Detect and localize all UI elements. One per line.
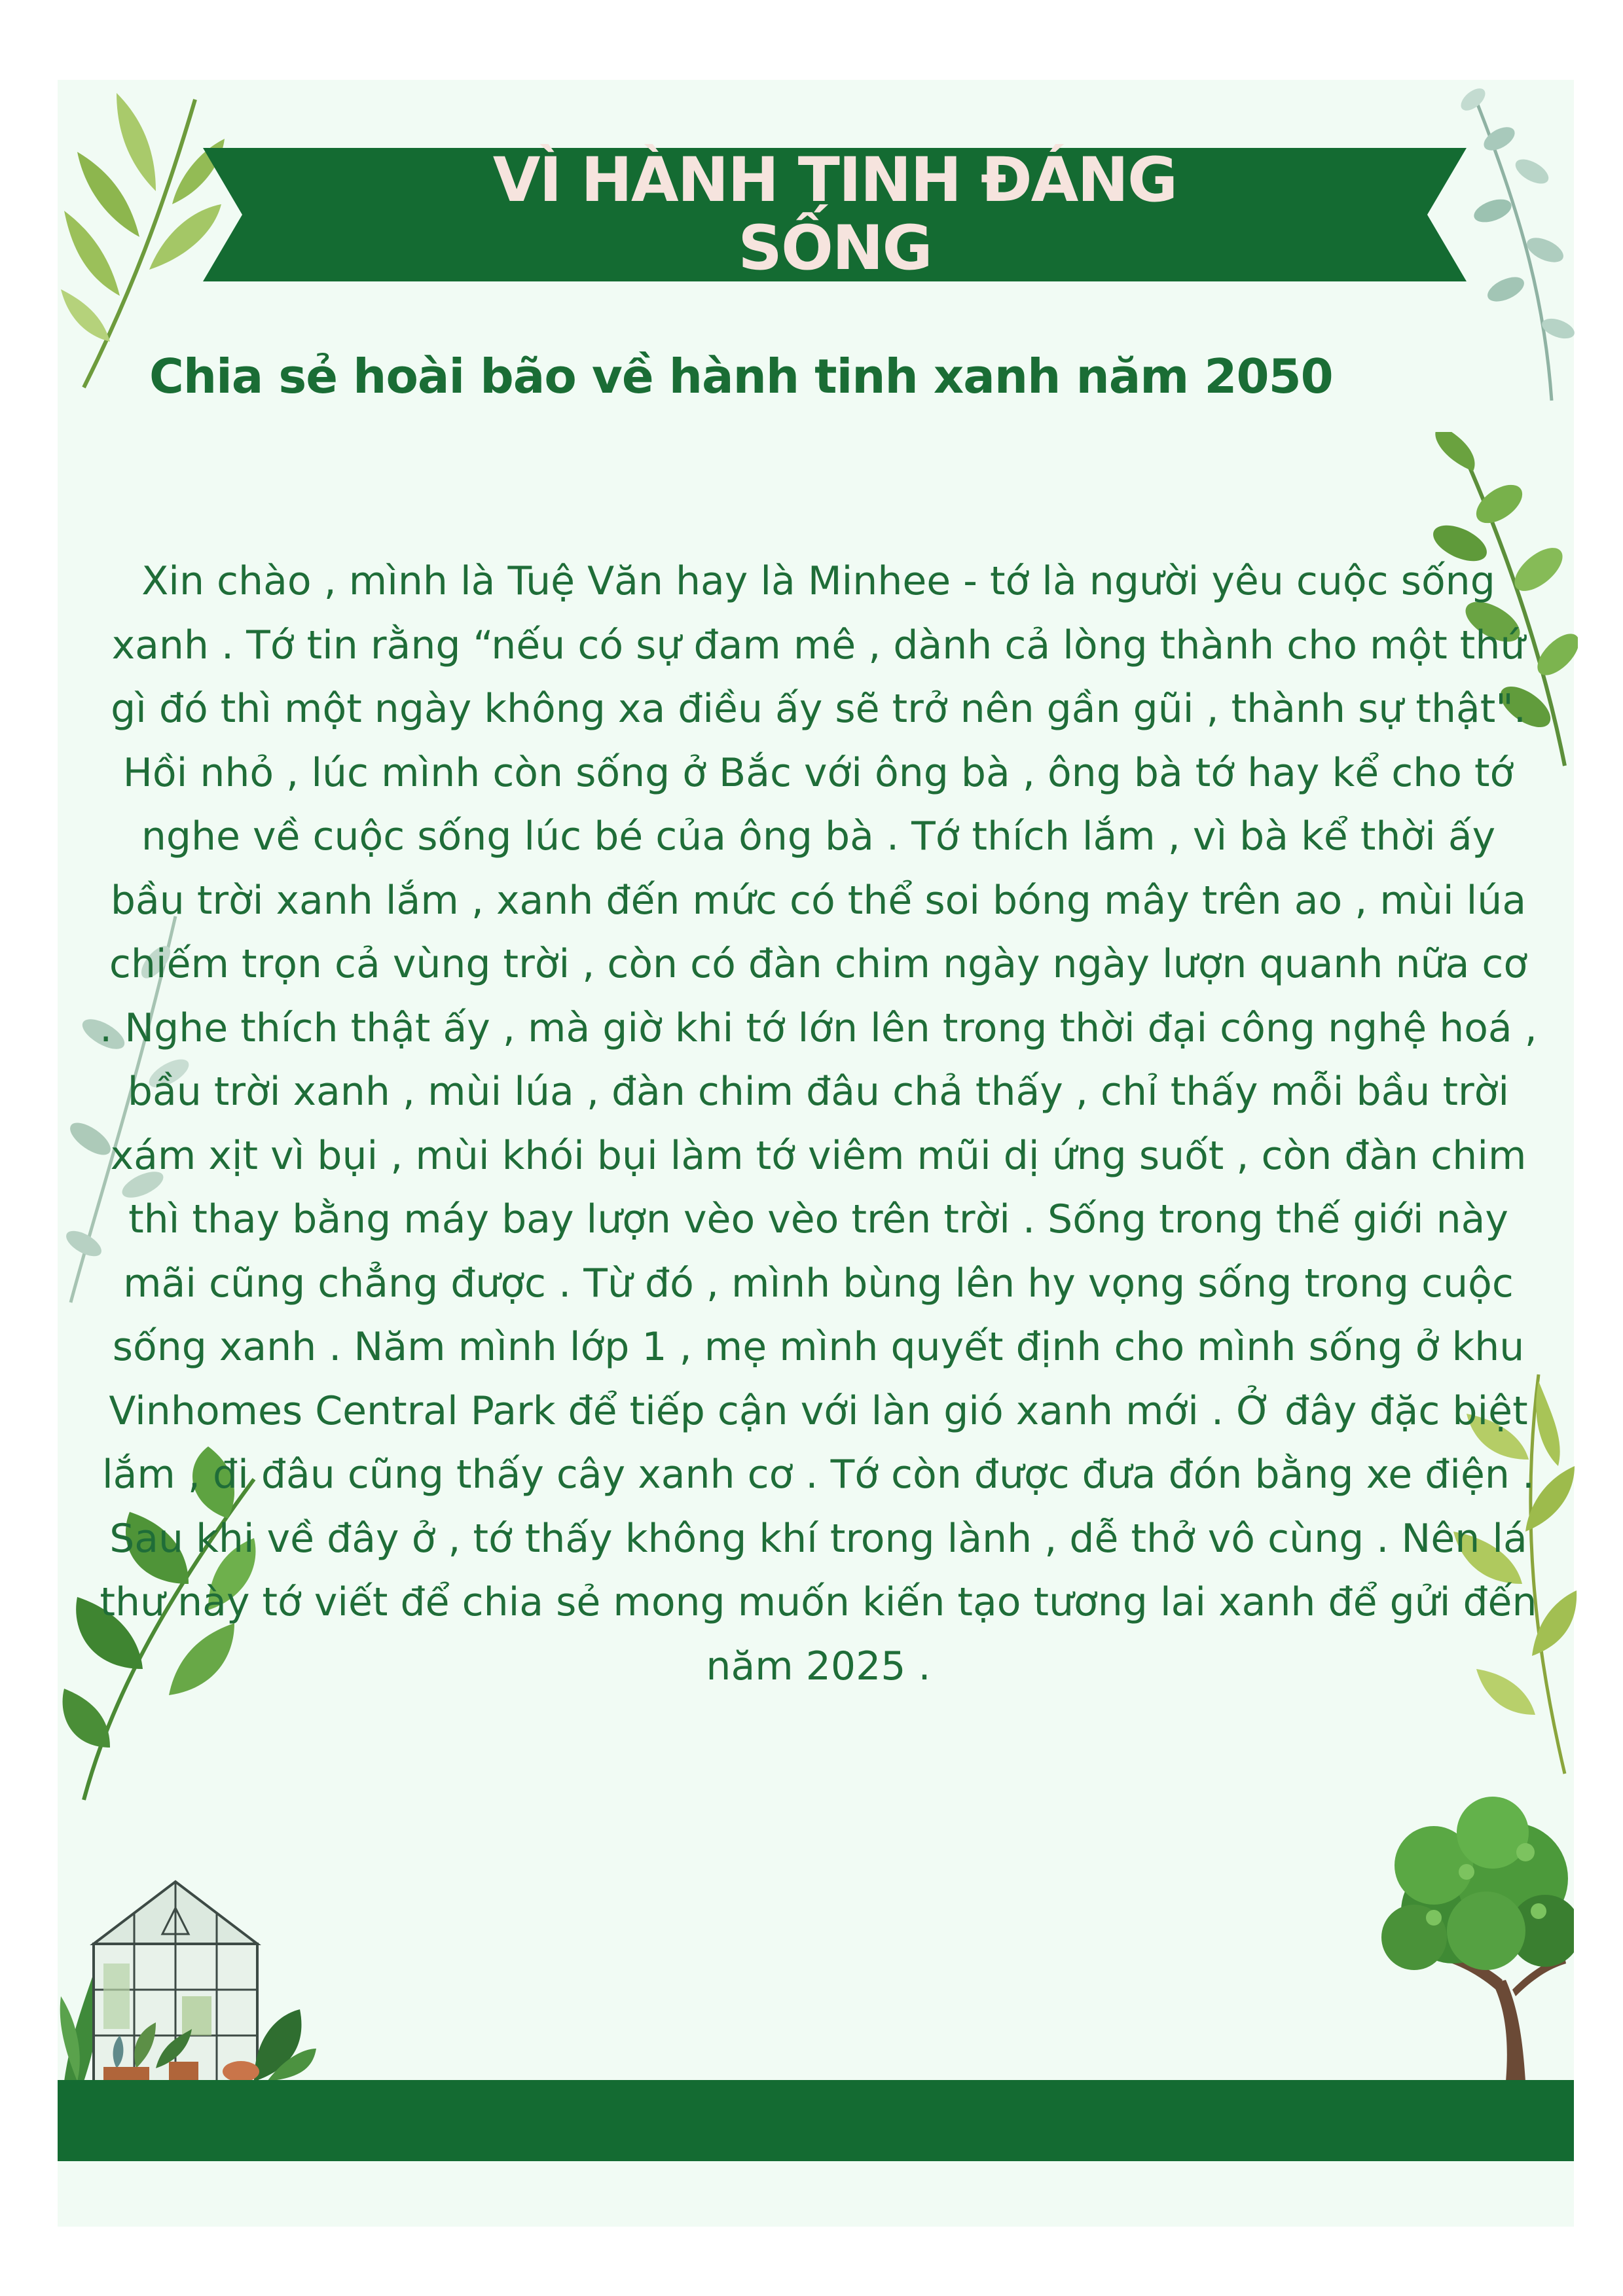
tree-icon bbox=[1375, 1793, 1574, 2081]
letter-body bbox=[98, 550, 1539, 1698]
page-title bbox=[203, 145, 1467, 284]
greenhouse-icon bbox=[58, 1872, 319, 2088]
footer-bar bbox=[58, 2080, 1574, 2161]
page-title-text: VÌ HÀNH TINH ĐÁNG SỐNG bbox=[492, 145, 1177, 284]
letter-paragraph-story: Hồi nhỏ , lúc mình còn sống ở Bắc với ông bà , ông bà tớ hay kể cho tớ nghe về cuộc sống lúc bé của ông bà . Tớ thích lắm , vì bà kể thời ấy bầu trời xanh lắm , xanh đến mức có thể soi bóng mây trên ao , mùi lúa chiếm trọn cả vùng trời , còn có đàn chim ngày ngày lượn quanh nữa cơ . Nghe thích thật ấy , mà giờ khi tớ lớn lên trong thời đại công nghệ hoá , bầu trời xanh , mùi lúa , đàn chim đâu chả thấy , chỉ thấy mỗi bầu trời xám xịt vì bụi , mùi khói bụi làm tớ viêm mũi dị ứng suốt , còn đàn chim thì thay bằng máy bay lượn vèo vèo trên trời . Sống trong thế giới này mãi cũng chẳng được . Từ đó , mình bùng lên hy vọng sống trong cuộc sống xanh . Năm mình lớp 1 , mẹ mình quyết định cho mình sống ở khu Vinhomes Central Park để tiếp cận với làn gió xanh mới . Ở đây đặc biệt lắm , đi đâu cũng thấy cây xanh cơ . Tớ còn được đưa đón bằng xe điện . Sau khi về đây ở , tớ thấy không khí trong lành , dễ thở vô cùng . Nên lá thư này tớ viết để chia sẻ mong muốn kiến tạo tương lai xanh để gửi đến năm 2025 . bbox=[100, 749, 1537, 1689]
letter-paragraph-intro: Xin chào , mình là Tuệ Văn hay là Minhee - tớ là người yêu cuộc sống xanh . Tớ tin rằng “nếu có sự đam mê , dành cả lòng thành cho một thứ gì đó thì một ngày không xa điều ấy sẽ trở nên gần gũi , thành sự thật". bbox=[111, 558, 1526, 732]
title-banner bbox=[203, 145, 1467, 284]
page-subtitle: Chia sẻ hoài bão về hành tinh xanh năm 2050 bbox=[149, 349, 1333, 404]
